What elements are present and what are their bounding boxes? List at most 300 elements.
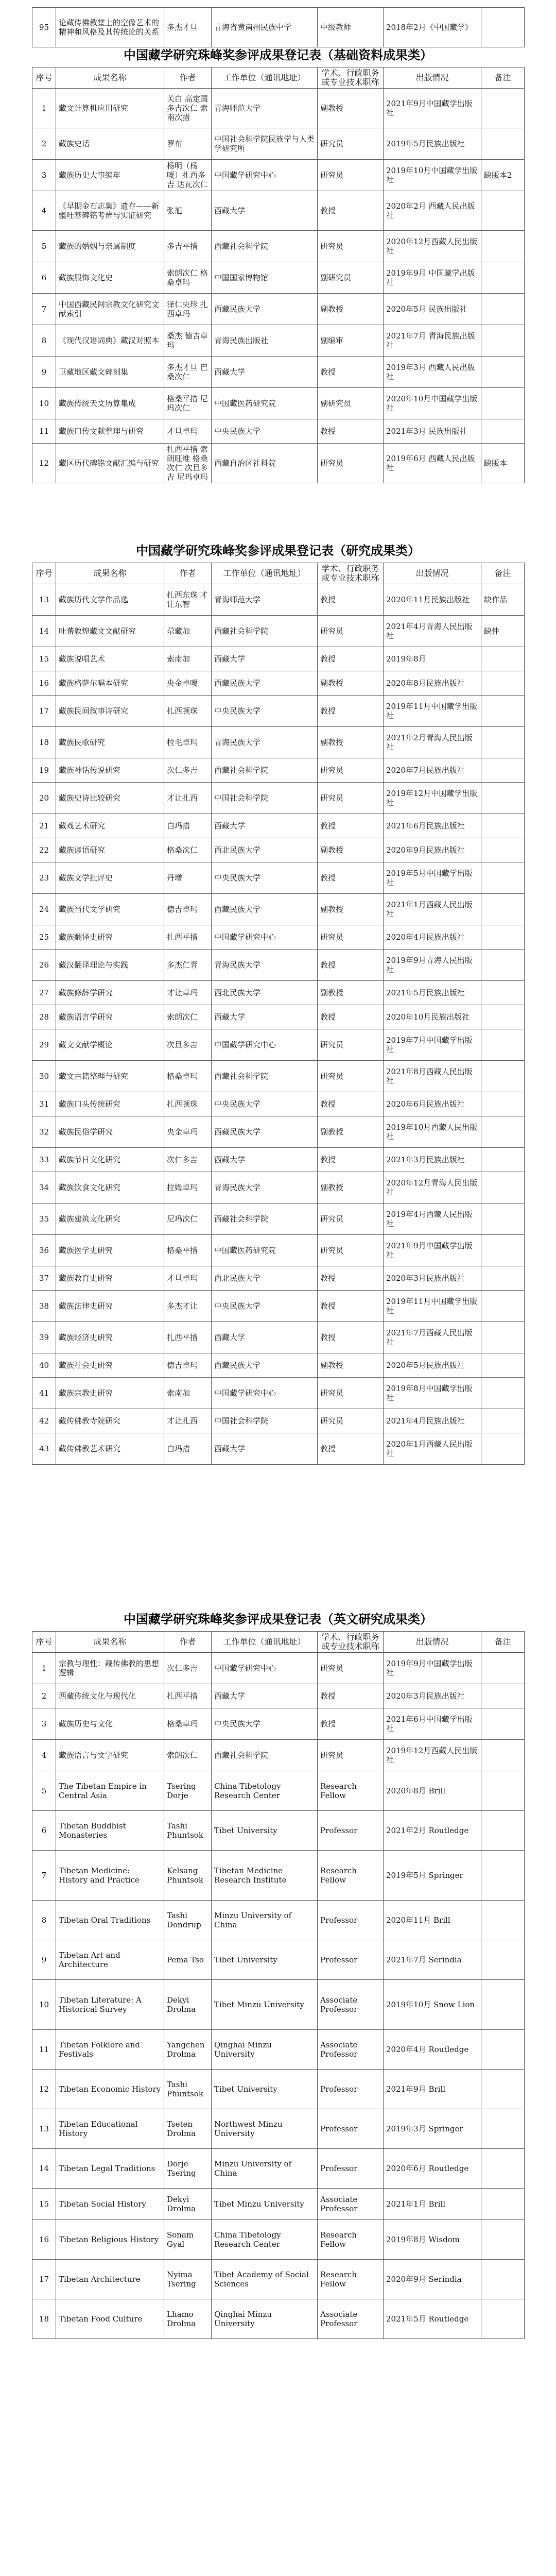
academic-title: 中级教师 xyxy=(318,8,384,47)
publication-info: 2020年1月西藏人民出版社 xyxy=(384,1433,481,1465)
work-title: 宗教与理性：藏传佛教的思想逻辑 xyxy=(56,1653,164,1684)
author: 白玛措 xyxy=(164,814,212,838)
work-title: 藏族社会史研究 xyxy=(56,1353,164,1378)
table-row xyxy=(32,1851,525,1901)
affiliation: 青海师范大学 xyxy=(212,89,318,128)
academic-title: 研究员 xyxy=(318,160,384,191)
row-number: 6 xyxy=(32,262,56,294)
column-header: 成果名称 xyxy=(56,563,164,584)
table-row xyxy=(32,2299,525,2339)
work-title: 论藏传佛教堂上的空像艺术的精神和风格及其传统论的关系 xyxy=(56,8,164,47)
work-title: 藏汉翻译理论与实践 xyxy=(56,950,164,981)
author: 次仁多吉 xyxy=(164,1148,212,1172)
author: Tseten Drolma xyxy=(164,2109,212,2149)
row-number: 28 xyxy=(32,1005,56,1029)
remark xyxy=(481,8,525,47)
remark xyxy=(481,1378,525,1409)
author: Dekyi Drolma xyxy=(164,1980,212,2030)
affiliation: 中央民族大学 xyxy=(212,696,318,727)
table-row xyxy=(32,758,525,783)
work-title: 藏族格萨尔唱本研究 xyxy=(56,671,164,696)
affiliation: 西藏社会科学院 xyxy=(212,616,318,647)
academic-title: 教授 xyxy=(318,1291,384,1322)
work-title: 藏区历代碑铭文献汇编与研究 xyxy=(56,444,164,483)
publication-info: 2019年5月民族出版社 xyxy=(384,128,481,160)
work-title: 藏族语言与文字研究 xyxy=(56,1740,164,1771)
row-number: 3 xyxy=(32,160,56,191)
publication-info: 2020年5月 民族出版社 xyxy=(384,294,481,325)
section-basic-materials xyxy=(32,43,524,483)
affiliation: 西藏民族大学 xyxy=(212,894,318,925)
publication-info: 2019年3月 西藏人民出版社 xyxy=(384,357,481,388)
column-header: 备注 xyxy=(481,67,525,89)
work-title: 藏族法律史研究 xyxy=(56,1291,164,1322)
publication-info: 2020年9月 Serindia xyxy=(384,2260,481,2299)
publication-info: 2021年4月青海人民出版社 xyxy=(384,616,481,647)
row-number: 95 xyxy=(32,8,56,47)
publication-info: 2020年4月 Routledge xyxy=(384,2030,481,2070)
table-row xyxy=(32,1740,525,1771)
academic-title: Research Fellow xyxy=(318,2220,384,2260)
row-number: 11 xyxy=(32,2030,56,2070)
affiliation: 中国社会科学院 xyxy=(212,1409,318,1433)
remark xyxy=(481,727,525,758)
table-row xyxy=(32,1684,525,1708)
author: 次仁多吉 xyxy=(164,758,212,783)
publication-info: 2020年9月民族出版社 xyxy=(384,838,481,862)
publication-info: 2019年12月西藏人民出版社 xyxy=(384,1740,481,1771)
remark xyxy=(481,2260,525,2299)
row-number: 40 xyxy=(32,1353,56,1378)
remark: 缺件 xyxy=(481,616,525,647)
remark xyxy=(481,1092,525,1116)
academic-title: 教授 xyxy=(318,647,384,671)
work-title: 藏族民间叙事诗研究 xyxy=(56,696,164,727)
table-row xyxy=(32,838,525,862)
author: 格桑卓玛 xyxy=(164,1708,212,1740)
academic-title: Professor xyxy=(318,1940,384,1980)
academic-title: 教授 xyxy=(318,357,384,388)
table-row xyxy=(32,1092,525,1116)
row-number: 10 xyxy=(32,1980,56,2030)
work-title: 西藏传统文化与现代化 xyxy=(56,1684,164,1708)
academic-title: Professor xyxy=(318,2070,384,2109)
work-title: 藏族历史与文化 xyxy=(56,1708,164,1740)
author: 才让扎西 xyxy=(164,783,212,814)
work-title: 藏族口头传统研究 xyxy=(56,1092,164,1116)
work-title: 《现代汉语词典》藏汉对照本 xyxy=(56,325,164,357)
affiliation: 青海师范大学 xyxy=(212,584,318,616)
publication-info: 2021年3月民族出版社 xyxy=(384,1148,481,1172)
author: Dorje Tsering xyxy=(164,2149,212,2189)
work-title: Tibetan Legal Traditions xyxy=(56,2149,164,2189)
remark xyxy=(481,862,525,894)
affiliation: 青海民族大学 xyxy=(212,950,318,981)
remark xyxy=(481,357,525,388)
affiliation: 西藏民族大学 xyxy=(212,1353,318,1378)
author: 才让卓玛 xyxy=(164,981,212,1005)
affiliation: Qinghai Minzu University xyxy=(212,2299,318,2339)
row-number: 23 xyxy=(32,862,56,894)
table-row xyxy=(32,671,525,696)
remark xyxy=(481,647,525,671)
author: 拉姆卓玛 xyxy=(164,1172,212,1204)
remark: 缺版本 xyxy=(481,444,525,483)
author: 才旦卓玛 xyxy=(164,1266,212,1291)
academic-title: 副研究员 xyxy=(318,388,384,419)
affiliation: Tibet Academy of Social Sciences xyxy=(212,2260,318,2299)
row-number: 38 xyxy=(32,1291,56,1322)
publication-info: 2021年3月 民族出版社 xyxy=(384,419,481,444)
academic-title: 教授 xyxy=(318,1708,384,1740)
academic-title: Professor xyxy=(318,1901,384,1940)
publication-info: 2020年8月民族出版社 xyxy=(384,671,481,696)
work-title: Tibetan Architecture xyxy=(56,2260,164,2299)
registration-table xyxy=(32,67,525,483)
academic-title: 研究员 xyxy=(318,1029,384,1061)
row-number: 9 xyxy=(32,1940,56,1980)
table-row xyxy=(32,1353,525,1378)
affiliation: 中央民族大学 xyxy=(212,419,318,444)
work-title: 藏族文学批评史 xyxy=(56,862,164,894)
work-title: Tibetan Oral Traditions xyxy=(56,1901,164,1940)
publication-info: 2021年9月中国藏学出版社 xyxy=(384,1235,481,1266)
remark xyxy=(481,1291,525,1322)
table-row xyxy=(32,1116,525,1148)
table-row xyxy=(32,1291,525,1322)
author: 扎西平措 xyxy=(164,1684,212,1708)
row-number: 39 xyxy=(32,1322,56,1353)
academic-title: 研究员 xyxy=(318,758,384,783)
publication-info: 2020年10月中国藏学出版社 xyxy=(384,388,481,419)
academic-title: 研究员 xyxy=(318,1653,384,1684)
affiliation: 西藏大学 xyxy=(212,1005,318,1029)
table-row xyxy=(32,1771,525,1811)
row-number: 15 xyxy=(32,2189,56,2220)
publication-info: 2020年3月民族出版社 xyxy=(384,1684,481,1708)
row-number: 7 xyxy=(32,1851,56,1901)
work-title: 《早期金石志集》遗存——新疆吐蕃碑铭考辨与实证研究 xyxy=(56,191,164,231)
work-title: Tibetan Social History xyxy=(56,2189,164,2220)
academic-title: 研究员 xyxy=(318,925,384,950)
academic-title: 教授 xyxy=(318,862,384,894)
academic-title: 副教授 xyxy=(318,89,384,128)
academic-title: 副教授 xyxy=(318,1353,384,1378)
table-row xyxy=(32,925,525,950)
affiliation: 中国藏学研究中心 xyxy=(212,160,318,191)
remark xyxy=(481,1653,525,1684)
affiliation: 中国社会科学院民族学与人类学研究所 xyxy=(212,128,318,160)
affiliation: 西藏大学 xyxy=(212,357,318,388)
row-number: 27 xyxy=(32,981,56,1005)
row-number: 2 xyxy=(32,128,56,160)
remark xyxy=(481,231,525,262)
row-number: 15 xyxy=(32,647,56,671)
affiliation: Tibet University xyxy=(212,1811,318,1851)
author: Yangchen Drolma xyxy=(164,2030,212,2070)
affiliation: 中国社会科学院 xyxy=(212,783,318,814)
work-title: 藏族教育史研究 xyxy=(56,1266,164,1291)
work-title: 藏戏艺术研究 xyxy=(56,814,164,838)
row-number: 7 xyxy=(32,294,56,325)
work-title: 中国西藏民间宗教文化研究文献索引 xyxy=(56,294,164,325)
affiliation: 西藏社会科学院 xyxy=(212,1204,318,1235)
academic-title: Associate Professor xyxy=(318,2030,384,2070)
row-number: 34 xyxy=(32,1172,56,1204)
author: Dekyi Drolma xyxy=(164,2189,212,2220)
publication-info: 2021年7月西藏人民出版社 xyxy=(384,1322,481,1353)
section-title: 中国藏学研究珠峰奖参评成果登记表（英文研究成果类） xyxy=(124,1612,432,1626)
table-row xyxy=(32,727,525,758)
row-number: 29 xyxy=(32,1029,56,1061)
affiliation: China Tibetology Research Center xyxy=(212,1771,318,1811)
publication-info: 2019年12月中国藏学出版社 xyxy=(384,783,481,814)
affiliation: 西藏大学 xyxy=(212,191,318,231)
publication-info: 2019年8月 xyxy=(384,647,481,671)
publication-info: 2021年1月 Brill xyxy=(384,2189,481,2220)
affiliation: 青海省黄南州民族中学 xyxy=(212,8,318,47)
publication-info: 2020年12月青海人民出版社 xyxy=(384,1172,481,1204)
column-header: 序号 xyxy=(32,563,56,584)
table-row xyxy=(32,262,525,294)
author: 索朗次仁 xyxy=(164,1005,212,1029)
academic-title: 副研究员 xyxy=(318,262,384,294)
author: 多杰仁青 xyxy=(164,950,212,981)
publication-info: 2021年2月青海人民出版社 xyxy=(384,727,481,758)
work-title: 藏族传统天文历算集成 xyxy=(56,388,164,419)
remark: 缺版本2 xyxy=(481,160,525,191)
work-title: Tibetan Buddhist Monasteries xyxy=(56,1811,164,1851)
remark xyxy=(481,1980,525,2030)
publication-info: 2020年11月民族出版社 xyxy=(384,584,481,616)
remark xyxy=(481,1005,525,1029)
publication-info: 2021年9月中国藏学出版社 xyxy=(384,89,481,128)
affiliation: 中国藏医药研究院 xyxy=(212,388,318,419)
row-number: 12 xyxy=(32,2070,56,2109)
column-header: 序号 xyxy=(32,1632,56,1653)
table-row xyxy=(32,647,525,671)
author: 格桑平措 xyxy=(164,1235,212,1266)
author: 格桑卓玛 xyxy=(164,1061,212,1092)
academic-title: 教授 xyxy=(318,950,384,981)
author: 次仁多吉 xyxy=(164,1653,212,1684)
row-number: 24 xyxy=(32,894,56,925)
affiliation: Tibet Minzu University xyxy=(212,1980,318,2030)
affiliation: Qinghai Minzu University xyxy=(212,2030,318,2070)
registration-table xyxy=(32,1631,525,2339)
affiliation: 西藏民族大学 xyxy=(212,294,318,325)
remark xyxy=(481,1235,525,1266)
row-number: 9 xyxy=(32,357,56,388)
affiliation: 西藏社会科学院 xyxy=(212,231,318,262)
work-title: 藏族翻译史研究 xyxy=(56,925,164,950)
affiliation: 青海民族大学 xyxy=(212,727,318,758)
remark xyxy=(481,191,525,231)
author: Nyima Tsering xyxy=(164,2260,212,2299)
affiliation: 中国藏医药研究院 xyxy=(212,1235,318,1266)
affiliation: Minzu University of China xyxy=(212,1901,318,1940)
work-title: 藏族说唱艺术 xyxy=(56,647,164,671)
publication-info: 2019年3月 Springer xyxy=(384,2109,481,2149)
remark xyxy=(481,1740,525,1771)
table-row xyxy=(32,783,525,814)
table-row xyxy=(32,1148,525,1172)
remark xyxy=(481,325,525,357)
publication-info: 2021年2月 Routledge xyxy=(384,1811,481,1851)
author: Lhamo Drolma xyxy=(164,2299,212,2339)
remark xyxy=(481,294,525,325)
academic-title: 教授 xyxy=(318,1266,384,1291)
table-row xyxy=(32,1433,525,1465)
remark xyxy=(481,262,525,294)
work-title: 藏传佛教寺院研究 xyxy=(56,1409,164,1433)
row-number: 1 xyxy=(32,89,56,128)
author: 德吉卓玛 xyxy=(164,1353,212,1378)
column-header: 成果名称 xyxy=(56,1632,164,1653)
table-row xyxy=(32,160,525,191)
affiliation: 中国藏学研究中心 xyxy=(212,1653,318,1684)
academic-title: 研究员 xyxy=(318,231,384,262)
affiliation: 中央民族大学 xyxy=(212,1291,318,1322)
row-number: 22 xyxy=(32,838,56,862)
row-number: 8 xyxy=(32,1901,56,1940)
author: 丹增 xyxy=(164,862,212,894)
table-row xyxy=(32,1061,525,1092)
table-row xyxy=(32,2189,525,2220)
work-title: Tibetan Religious History xyxy=(56,2220,164,2260)
column-header: 作者 xyxy=(164,563,212,584)
academic-title: 教授 xyxy=(318,1005,384,1029)
row-number: 21 xyxy=(32,814,56,838)
publication-info: 2019年10月 Snow Lion xyxy=(384,1980,481,2030)
publication-info: 2021年6月民族出版社 xyxy=(384,814,481,838)
author: Tsering Dorje xyxy=(164,1771,212,1811)
table-row xyxy=(32,981,525,1005)
academic-title: 教授 xyxy=(318,814,384,838)
author: 央金卓嘎 xyxy=(164,671,212,696)
row-number: 11 xyxy=(32,419,56,444)
affiliation: 中国藏学研究中心 xyxy=(212,925,318,950)
remark xyxy=(481,128,525,160)
remark xyxy=(481,696,525,727)
affiliation: 中国藏学研究中心 xyxy=(212,1378,318,1409)
table-row xyxy=(32,1172,525,1204)
column-header: 学术、行政职务或专业技术职称 xyxy=(318,67,384,89)
author: 索朗次仁 xyxy=(164,1740,212,1771)
remark xyxy=(481,1433,525,1465)
work-title: 藏族民歌研究 xyxy=(56,727,164,758)
row-number: 35 xyxy=(32,1204,56,1235)
row-number: 10 xyxy=(32,388,56,419)
row-number: 17 xyxy=(32,2260,56,2299)
author: 桑杰 德吉卓玛 xyxy=(164,325,212,357)
remark xyxy=(481,2149,525,2189)
table-row xyxy=(32,1378,525,1409)
publication-info: 2019年8月中国藏学出版社 xyxy=(384,1378,481,1409)
academic-title: 研究员 xyxy=(318,1235,384,1266)
academic-title: Associate Professor xyxy=(318,2189,384,2220)
remark xyxy=(481,1148,525,1172)
column-header: 学术、行政职务或专业技术职称 xyxy=(318,563,384,584)
remark xyxy=(481,1901,525,1940)
remark xyxy=(481,1116,525,1148)
row-number: 41 xyxy=(32,1378,56,1409)
remark xyxy=(481,1172,525,1204)
publication-info: 2020年4月民族出版社 xyxy=(384,925,481,950)
affiliation: 西藏大学 xyxy=(212,647,318,671)
table-row xyxy=(32,2260,525,2299)
academic-title: 副教授 xyxy=(318,294,384,325)
work-title: 藏族民俗学研究 xyxy=(56,1116,164,1148)
work-title: Tibetan Economic History xyxy=(56,2070,164,2109)
academic-title: 研究员 xyxy=(318,783,384,814)
author: 张旭 xyxy=(164,191,212,231)
table-row xyxy=(32,2220,525,2260)
table-row xyxy=(32,1266,525,1291)
academic-title: Professor xyxy=(318,1811,384,1851)
row-number: 14 xyxy=(32,2149,56,2189)
remark xyxy=(481,950,525,981)
affiliation: Northwest Minzu University xyxy=(212,2109,318,2149)
publication-info: 2021年1月西藏人民出版社 xyxy=(384,894,481,925)
table-row xyxy=(32,388,525,419)
academic-title: Research Fellow xyxy=(318,1771,384,1811)
remark xyxy=(481,1061,525,1092)
row-number: 32 xyxy=(32,1116,56,1148)
work-title: 藏族的婚姻与亲属制度 xyxy=(56,231,164,262)
academic-title: 研究员 xyxy=(318,1409,384,1433)
work-title: 藏族当代文学研究 xyxy=(56,894,164,925)
author: 多杰才旦 xyxy=(164,8,212,47)
publication-info: 2021年5月 Routledge xyxy=(384,2299,481,2339)
work-title: 藏族饮食文化研究 xyxy=(56,1172,164,1204)
column-header: 序号 xyxy=(32,67,56,89)
row-number: 33 xyxy=(32,1148,56,1172)
affiliation: 青海民族出版社 xyxy=(212,325,318,357)
table-row xyxy=(32,1409,525,1433)
author: 多杰才让 xyxy=(164,1291,212,1322)
publication-info: 2019年9月青海人民出版社 xyxy=(384,950,481,981)
remark xyxy=(481,814,525,838)
work-title: 藏族语言学研究 xyxy=(56,1005,164,1029)
academic-title: 副教授 xyxy=(318,894,384,925)
row-number: 12 xyxy=(32,444,56,483)
author: 杨明（杨嘎）扎西多吉 达瓦次仁 xyxy=(164,160,212,191)
row-number: 1 xyxy=(32,1653,56,1684)
column-header: 作者 xyxy=(164,67,212,89)
academic-title: 副教授 xyxy=(318,838,384,862)
row-number: 20 xyxy=(32,783,56,814)
author: 格桑平措 尼玛次仁 xyxy=(164,388,212,419)
author: 泽仁央珍 扎西卓玛 xyxy=(164,294,212,325)
publication-info: 2019年5月中国藏学出版社 xyxy=(384,862,481,894)
row-number: 17 xyxy=(32,696,56,727)
author: 才让扎西 xyxy=(164,1409,212,1433)
publication-info: 2019年11月中国藏学出版社 xyxy=(384,1291,481,1322)
table-row xyxy=(32,325,525,357)
work-title: 藏族历代文学作品选 xyxy=(56,584,164,616)
row-number: 14 xyxy=(32,616,56,647)
table-row xyxy=(32,2109,525,2149)
work-title: 藏族谚语研究 xyxy=(56,838,164,862)
affiliation: 西藏社会科学院 xyxy=(212,1740,318,1771)
author: 才旦卓玛 xyxy=(164,419,212,444)
row-number: 18 xyxy=(32,2299,56,2339)
author: Kelsang Phuntsok xyxy=(164,1851,212,1901)
table-row xyxy=(32,1235,525,1266)
table-row xyxy=(32,1322,525,1353)
publication-info: 2019年11月中国藏学出版社 xyxy=(384,696,481,727)
